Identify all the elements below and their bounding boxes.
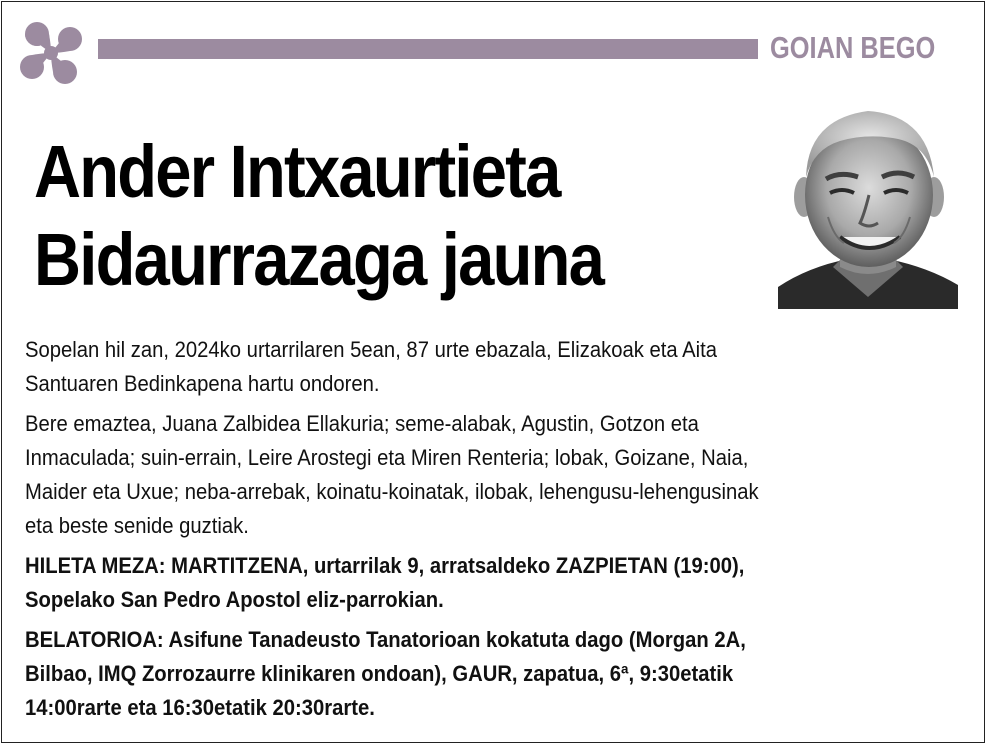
obituary-body: [25, 333, 955, 731]
header-bar: [98, 39, 758, 59]
title-line-2: Bidaurrazaga jauna: [34, 218, 604, 301]
text-line: 14:00rarte eta 16:30etatik 20:30rarte.: [25, 695, 375, 720]
text-line: eta beste senide guztiak.: [25, 513, 249, 538]
text-line: Bilbao, IMQ Zorrozaurre klinikaren ondoan), GAUR, zapatua, 6ª, 9:30etatik: [25, 661, 734, 686]
text-line: BELATORIOA: Asifune Tanadeusto Tanatorioan kokatuta dago (Morgan 2A,: [25, 627, 746, 652]
title-line-1: Ander Intxaurtieta: [34, 130, 560, 213]
lauburu-icon: [8, 10, 94, 96]
family-paragraph: [25, 407, 954, 543]
portrait-photo-icon: [778, 97, 958, 309]
header-label: GOIAN BEGO: [770, 30, 936, 65]
wake-paragraph: [25, 623, 954, 725]
text-line: Sopelako San Pedro Apostol eliz-parrokian.: [25, 587, 444, 612]
text-line: Santuaren Bedinkapena hartu ondoren.: [25, 371, 380, 396]
text-line: Maider eta Uxue; neba-arrebak, koinatu-koinatak, ilobak, lehengusu-lehengusinak: [25, 479, 759, 504]
text-line: HILETA MEZA: MARTITZENA, urtarrilak 9, arratsaldeko ZAZPIETAN (19:00),: [25, 553, 745, 578]
funeral-mass-paragraph: [25, 549, 954, 617]
text-line: Inmaculada; suin-errain, Leire Arostegi eta Miren Renteria; lobak, Goizane, Naia,: [25, 445, 749, 470]
portrait-photo: [778, 97, 958, 309]
text-line: Bere emaztea, Juana Zalbidea Ellakuria; seme-alabak, Agustin, Gotzon eta: [25, 411, 699, 436]
death-notice-paragraph: [25, 333, 954, 401]
text-line: Sopelan hil zan, 2024ko urtarrilaren 5ean, 87 urte ebazala, Elizakoak eta Aita: [25, 337, 717, 362]
deceased-name: [34, 128, 603, 304]
